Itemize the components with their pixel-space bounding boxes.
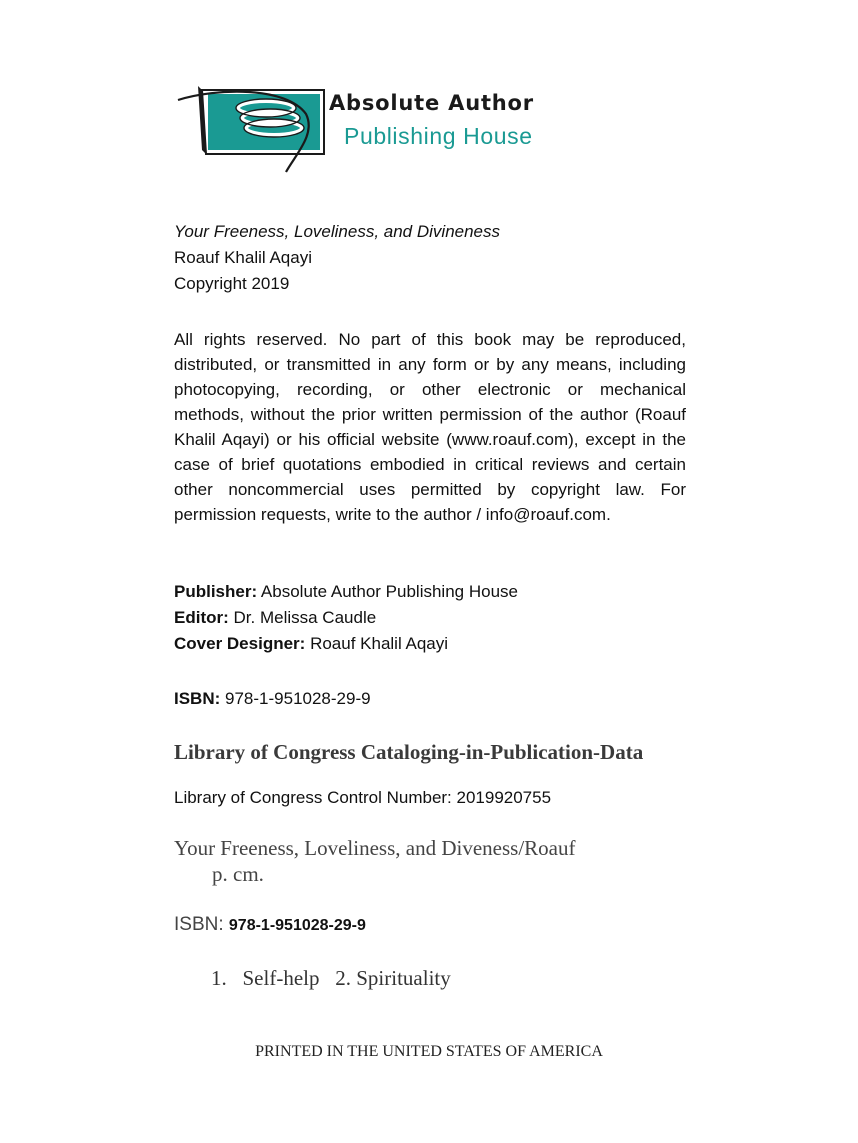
cip-isbn: [174, 914, 366, 936]
subject-item: Self-help: [242, 966, 320, 990]
subject-item: 2. Spirituality: [335, 966, 451, 990]
cip-isbn-value: 978-1-951028-29-9: [228, 917, 366, 934]
cip-isbn-label: ISBN:: [174, 914, 224, 935]
isbn-label: ISBN:: [174, 689, 221, 708]
publisher-label: Publisher:: [174, 582, 258, 601]
rights-paragraph: All rights reserved. No part of this book may be reproduced, distributed, or transmitted in any form or by any means, including photocopying, recording, or other electronic or mechanical methods, without the prior written permission of the author (Roauf Khalil Aqayi) or his official website (www.roauf.com), except in the case of brief quotations embodied in critical reviews and certain other noncommercial uses permitted by copyright law. For permission requests, write to the author / info@roauf.com.: [174, 330, 686, 524]
loc-control-number: Library of Congress Control Number: 2019920755: [174, 788, 552, 807]
publisher-value: Absolute Author Publishing House: [260, 582, 518, 601]
cover-designer-line: [174, 631, 686, 657]
cip-pcm: p. cm.: [212, 862, 264, 886]
cip-title: Your Freeness, Loveliness, and Diveness/Roauf: [174, 836, 576, 860]
copyright-notice: Copyright 2019: [174, 274, 290, 293]
editor-label: Editor:: [174, 608, 229, 627]
editor-value: Dr. Melissa Caudle: [233, 608, 377, 627]
publisher-line: [174, 579, 686, 605]
publisher-logo: [176, 84, 676, 176]
loc-cip-heading: Library of Congress Cataloging-in-Publication-Data: [174, 740, 644, 764]
spiral-book-icon: [176, 84, 326, 176]
isbn-line: [174, 686, 686, 712]
editor-line: [174, 605, 686, 631]
book-title: Your Freeness, Loveliness, and Divineness: [174, 222, 501, 241]
book-info: [174, 219, 686, 297]
subject-list: [211, 966, 451, 991]
logo-subtitle: Publishing House: [344, 123, 533, 149]
cover-designer-value: Roauf Khalil Aqayi: [310, 634, 449, 653]
subject-number: 1.: [211, 966, 227, 990]
logo-name: Absolute Author: [329, 91, 534, 115]
isbn-value: 978-1-951028-29-9: [225, 689, 371, 708]
book-author: Roauf Khalil Aqayi: [174, 248, 312, 267]
cover-designer-label: Cover Designer:: [174, 634, 306, 653]
printed-in-usa: PRINTED IN THE UNITED STATES OF AMERICA: [255, 1043, 603, 1060]
credits: [174, 579, 686, 657]
